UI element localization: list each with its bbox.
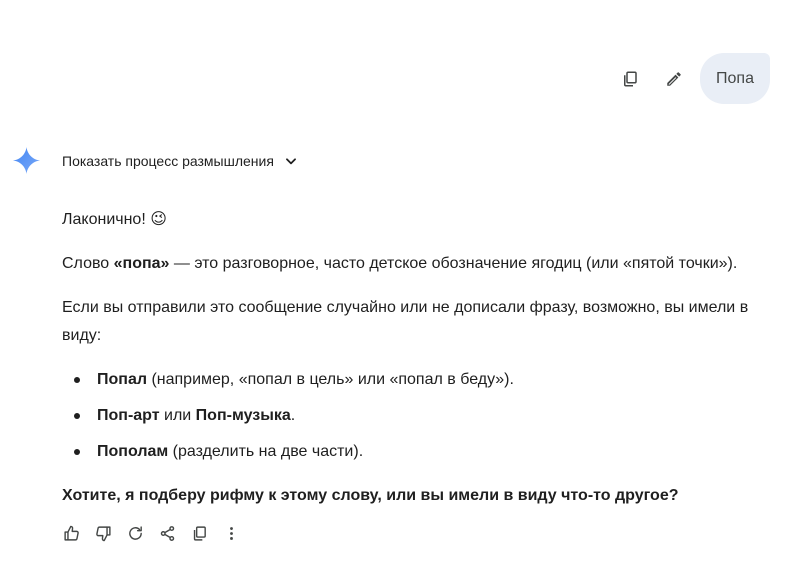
response-question: Хотите, я подберу рифму к этому слову, или вы имели в виду что-то другое? xyxy=(62,487,679,504)
more-vert-icon xyxy=(223,525,240,542)
user-message-text: Попа xyxy=(716,69,754,87)
good-response-button[interactable] xyxy=(55,517,87,549)
regenerate-button[interactable] xyxy=(119,517,151,549)
copy-response-button[interactable] xyxy=(183,517,215,549)
user-message-actions xyxy=(604,61,692,97)
list-item: Попал (например, «попал в цель» или «попал в беду»). xyxy=(97,366,768,394)
copy-prompt-button[interactable] xyxy=(612,61,648,97)
thumbs-up-icon xyxy=(63,525,80,542)
share-button[interactable] xyxy=(151,517,183,549)
gemini-logo-icon xyxy=(13,147,40,174)
response-intro: Лаконично! 😉 xyxy=(62,211,167,228)
copy-icon xyxy=(621,70,639,88)
chevron-down-icon xyxy=(284,154,298,168)
bad-response-button[interactable] xyxy=(87,517,119,549)
edit-icon xyxy=(665,70,683,88)
regenerate-icon xyxy=(127,525,144,542)
response-actions xyxy=(55,517,247,549)
show-thinking-label: Показать процесс размышления xyxy=(62,153,274,169)
share-icon xyxy=(159,525,176,542)
copy-icon xyxy=(191,525,208,542)
list-item: Пополам (разделить на две части). xyxy=(97,438,768,466)
more-options-button[interactable] xyxy=(215,517,247,549)
thumbs-down-icon xyxy=(95,525,112,542)
list-item: Поп-арт или Поп-музыка. xyxy=(97,402,768,430)
response-paragraph-2: Если вы отправили это сообщение случайно или не дописали фразу, возможно, вы имели в виду: xyxy=(62,299,749,344)
bold-word: «попа» xyxy=(113,255,170,272)
model-response xyxy=(62,206,768,526)
suggestion-list xyxy=(62,366,768,466)
user-message-row xyxy=(604,53,770,104)
response-paragraph-1: Слово «попа» — это разговорное, часто детское обозначение ягодиц (или «пятой точки»). xyxy=(62,255,738,272)
edit-prompt-button[interactable] xyxy=(656,61,692,97)
show-thinking-toggle[interactable] xyxy=(62,150,298,172)
user-message-bubble xyxy=(700,53,770,104)
